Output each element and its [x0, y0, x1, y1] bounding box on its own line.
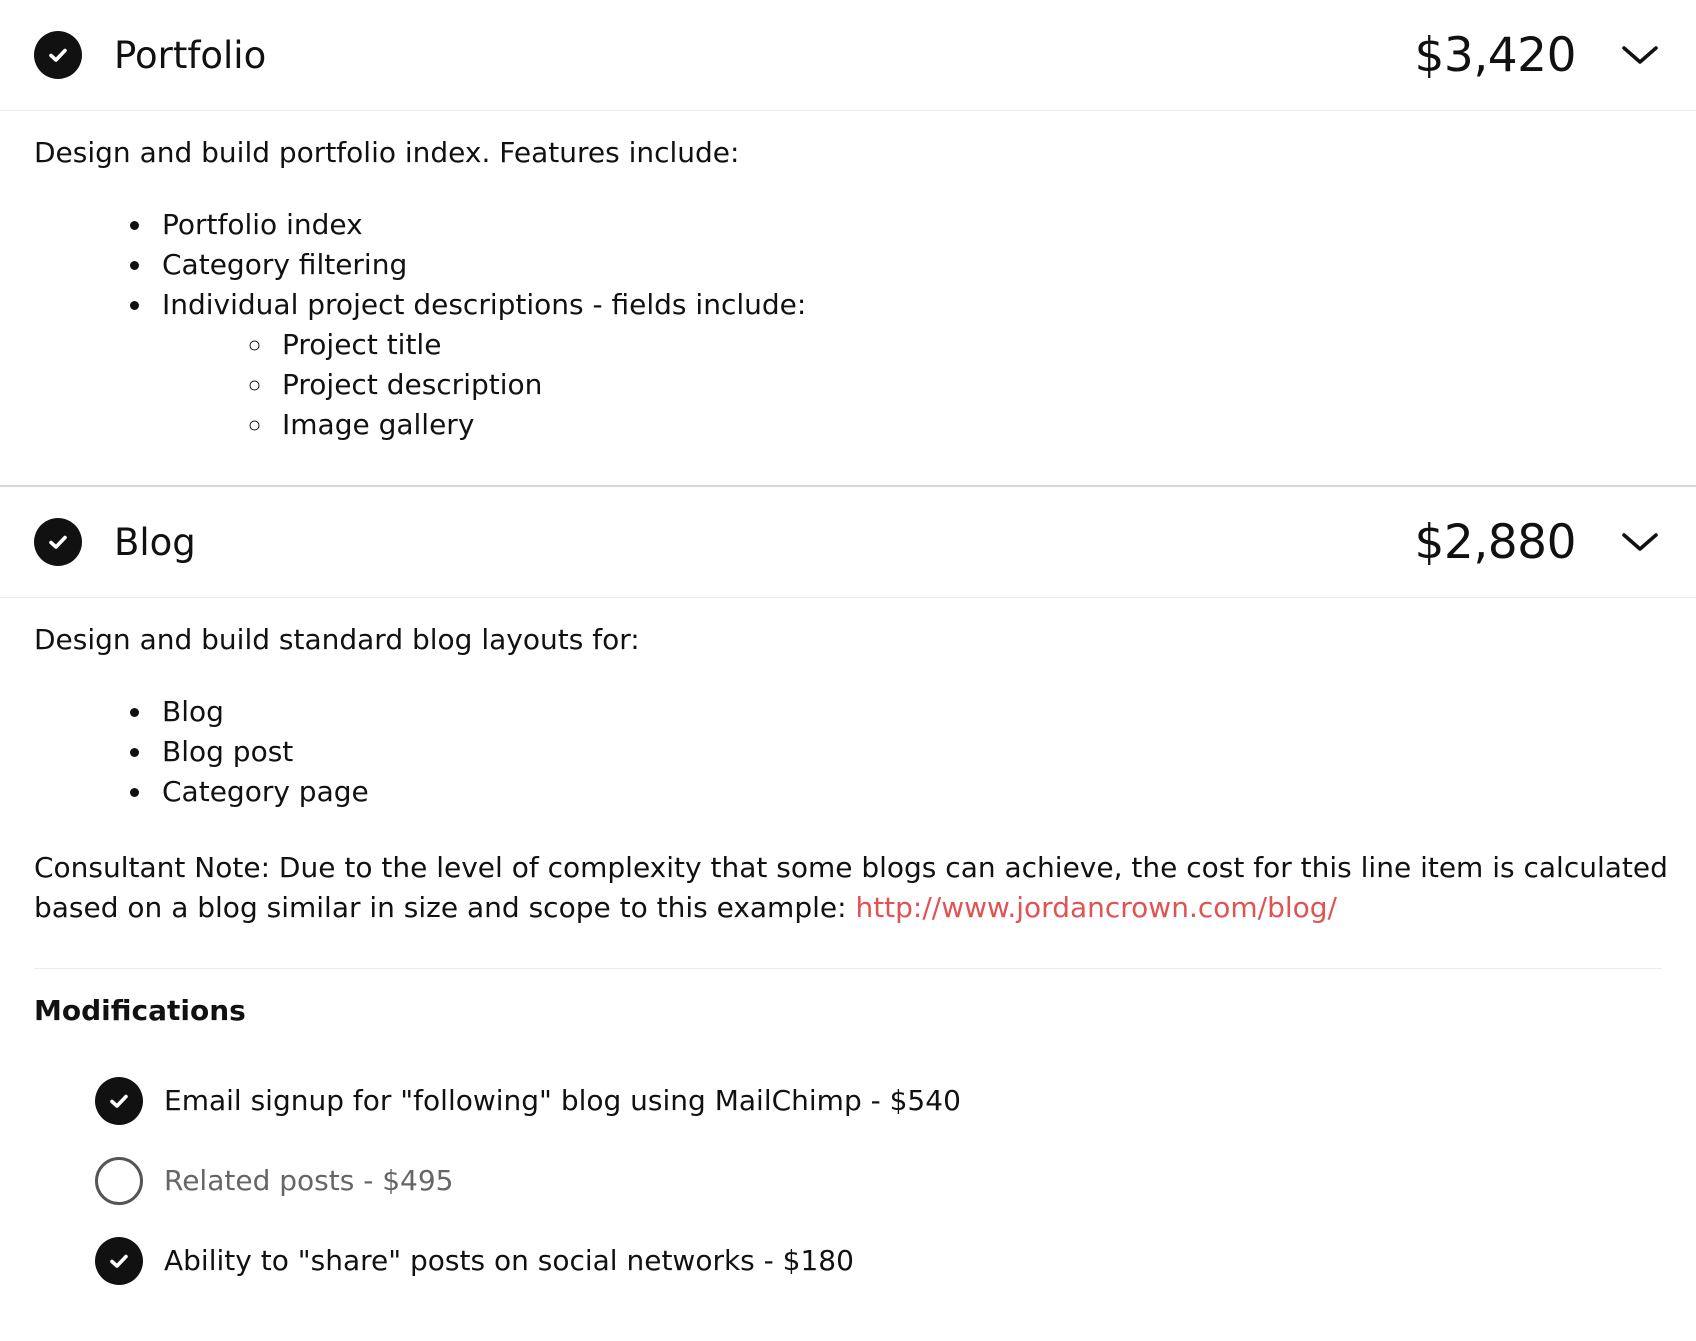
portfolio-subfeature-list — [162, 325, 1662, 445]
portfolio-checkmark-icon[interactable] — [34, 31, 82, 79]
empty-circle-icon[interactable] — [95, 1157, 143, 1205]
modification-item[interactable] — [34, 1221, 1662, 1301]
consultant-note-text: Consultant Note: Due to the level of complexity that some blogs can achieve, the cost for this line item is calculated based on a blog similar in size and scope to this example: — [34, 851, 1668, 924]
list-item: • Category page — [154, 772, 1662, 812]
blog-chevron-down-icon[interactable] — [1618, 520, 1662, 564]
sub-list-item: ◦ Project description — [274, 365, 1662, 405]
portfolio-price: $3,420 — [1414, 27, 1576, 83]
list-item-label: Individual project descriptions - fields include: — [162, 288, 807, 321]
consultant-note — [34, 848, 1674, 928]
portfolio-intro: Design and build portfolio index. Features include: — [34, 136, 740, 169]
modification-label: Email signup for "following" blog using MailChimp - $540 — [164, 1084, 961, 1117]
list-item: • Blog post — [154, 732, 1662, 772]
portfolio-chevron-down-icon[interactable] — [1618, 33, 1662, 77]
list-item: • Portfolio index — [154, 205, 1662, 245]
modification-label: Related posts - $495 — [164, 1164, 454, 1197]
sub-list-item: ◦ Image gallery — [274, 405, 1662, 445]
checkmark-circle-icon[interactable] — [95, 1237, 143, 1285]
blog-feature-list — [34, 692, 1662, 812]
portfolio-feature-list — [34, 205, 1662, 445]
checkmark-circle-icon[interactable] — [95, 1077, 143, 1125]
list-item: • Category filtering — [154, 245, 1662, 285]
modifications-title: Modifications — [34, 994, 246, 1027]
blog-title: Blog — [114, 520, 196, 564]
blog-checkmark-icon[interactable] — [34, 518, 82, 566]
modification-item[interactable] — [34, 1061, 1662, 1141]
blog-body — [0, 598, 1696, 1341]
blog-intro: Design and build standard blog layouts for: — [34, 623, 640, 656]
blog-price: $2,880 — [1414, 514, 1576, 570]
modifications-list — [34, 1061, 1662, 1301]
modifications-divider — [34, 968, 1662, 969]
portfolio-body — [0, 111, 1696, 485]
portfolio-title: Portfolio — [114, 33, 267, 77]
sub-list-item: ◦ Project title — [274, 325, 1662, 365]
example-blog-link[interactable]: http://www.jordancrown.com/blog/ — [855, 891, 1337, 924]
portfolio-header[interactable] — [0, 0, 1696, 111]
modification-label: Ability to "share" posts on social networks - $180 — [164, 1244, 854, 1277]
list-item-with-sublist — [154, 285, 1662, 445]
modification-item[interactable] — [34, 1141, 1662, 1221]
list-item: • Blog — [154, 692, 1662, 732]
blog-header[interactable] — [0, 487, 1696, 598]
